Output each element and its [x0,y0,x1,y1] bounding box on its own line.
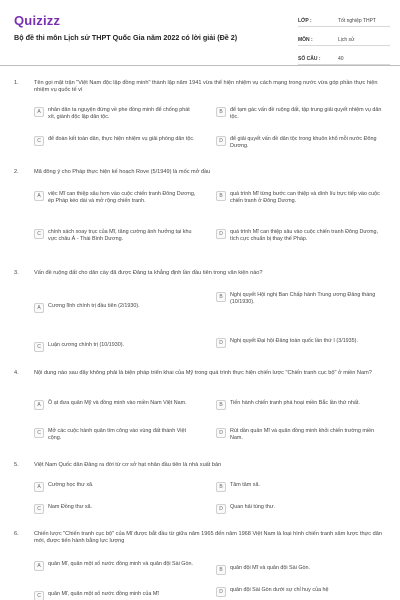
option-text: quân đội Mĩ và quân đội Sài Gòn. [230,565,311,571]
option-c[interactable] [34,428,210,442]
option-letter: B [216,292,226,302]
question-number: 1. [14,80,19,86]
option-letter: D [216,504,226,514]
option-letter: A [34,400,44,410]
option-letter: B [216,482,226,492]
question-text: Chiến lược "Chiến tranh cục bộ" của Mĩ được bắt đầu từ giữa năm 1965 đến năm 1968 Việt Nam là loại hình chiến tranh xâm lược thực dân mới, được tiến hành bằng lực lượng [34,531,382,545]
option-c[interactable] [34,342,210,352]
option-text: quá trình Mĩ can thiệp sâu vào cuộc chiến tranh Đông Dương, tích cực chuẩn bị thay thế Pháp. [230,229,378,243]
option-b[interactable] [216,107,388,121]
option-a[interactable] [34,107,210,121]
meta-row-count [298,49,390,65]
question-text: Mã đông ý cho Pháp thực hiện kế hoạch Rove (5/1949) là mốc mở đầu [34,169,211,175]
option-a[interactable] [34,482,210,492]
option-letter: A [34,191,44,201]
question-1 [14,80,390,155]
option-letter: B [216,191,226,201]
meta-label: MÔN : [298,37,313,43]
option-text: Rút dần quân Mĩ và quân đồng minh khỏi chiến trường miền Nam. [230,428,375,442]
worksheet-meta [298,11,390,68]
option-d[interactable] [216,229,388,243]
option-text: Tâm tâm xã. [230,482,260,488]
question-number: 5. [14,462,19,468]
option-letter: C [34,504,44,514]
option-a[interactable] [34,191,210,205]
option-letter: C [34,229,44,239]
worksheet-title: Bộ đề thi môn Lịch sử THPT Quốc Gia năm 2022 có lời giải (Đề 2) [14,33,238,42]
option-text: quân đội Sài Gòn dưới sự chỉ huy của hệ [230,587,329,593]
option-c[interactable] [34,136,210,146]
option-text: Cường học thư xã. [48,482,94,488]
meta-value: Lịch sử [338,37,355,43]
option-text: quân Mĩ, quân một số nước đồng minh và quân đội Sài Gòn. [48,561,193,567]
option-letter: B [216,565,226,575]
option-letter: A [34,303,44,313]
option-d[interactable] [216,504,388,514]
option-letter: B [216,107,226,117]
quizizz-logo: Quizizz [14,13,61,28]
option-text: chính sách xoay trục của Mĩ, tăng cường ảnh hưởng tại khu vực châu Á - Thái Bình Dương. [48,229,192,243]
option-d[interactable] [216,587,388,597]
option-text: nhân dân ta nguyện đứng về phe đồng minh để chống phát xít, giành độc lập dân tộc. [48,107,190,121]
option-text: để tạm gác vấn đề ruộng đất, tập trung giải quyết nhiệm vụ dân tộc. [230,107,382,121]
question-2 [14,169,390,259]
option-letter: B [216,400,226,410]
question-number: 2. [14,169,19,175]
option-text: để đoàn kết toàn dân, thực hiện nhiệm vụ giải phóng dân tộc. [48,136,195,142]
question-5 [14,462,390,520]
option-text: Ồ ạt đưa quân Mỹ và đồng minh vào miền Nam Việt Nam. [48,400,187,406]
option-b[interactable] [216,292,388,306]
meta-label: SỐ CÂU : [298,56,321,62]
question-text: Vấn đề ruộng đất cho dân cày đã được Đảng ta khẳng định lần đầu tiên trong văn kiện nào? [34,270,263,276]
question-number: 3. [14,270,19,276]
option-letter: D [216,428,226,438]
meta-label: LỚP : [298,18,312,24]
option-d[interactable] [216,338,388,348]
option-text: để giải quyết vấn đề dân tộc trong khuôn khổ mỗi nước Đông Dương. [230,136,377,150]
option-text: việc Mĩ can thiệp sâu hơn vào cuộc chiến tranh Đông Dương, ép Pháp kéo dài và mở rộng chiến tranh. [48,191,196,205]
question-text: Tên gọi mặt trận "Việt Nam độc lập đồng minh" thành lập năm 1941 vừa thể hiện nhiệm vụ cách mạng trong nước vừa góp phần thực hiện nhiệm vụ quốc tế vì [34,80,378,94]
option-a[interactable] [34,400,210,410]
option-letter: C [34,136,44,146]
option-letter: C [34,591,44,600]
option-letter: A [34,107,44,117]
option-text: Nam Đồng thư xã. [48,504,93,510]
option-text: Tiến hành chiến tranh phá hoại miền Bắc lần thứ nhất. [230,400,360,406]
option-letter: D [216,229,226,239]
option-text: Nghị quyết Hội nghị Ban Chấp hành Trung ương Đảng tháng (10/1930). [230,292,376,306]
worksheet-header [0,0,400,62]
option-b[interactable] [216,565,388,575]
question-4 [14,370,390,452]
option-letter: C [34,342,44,352]
option-d[interactable] [216,428,388,442]
question-3 [14,270,390,362]
question-text: Nội dung nào sau đây không phải là biện pháp triển khai của Mỹ trong quá trình thực hiện chiến lược "Chiến tranh cục bộ" ở miền Nam? [34,370,372,376]
option-c[interactable] [34,229,210,243]
option-b[interactable] [216,400,388,410]
option-letter: A [34,561,44,571]
option-a[interactable] [34,303,210,313]
option-b[interactable] [216,482,388,492]
meta-row-class [298,11,390,27]
option-text: Cương lĩnh chính trị đầu tiên (2/1930). [48,303,140,309]
option-text: Quan hải tùng thư. [230,504,275,510]
option-letter: D [216,136,226,146]
option-text: quá trình Mĩ từng bước can thiệp và dính líu trực tiếp vào cuộc chiến tranh ở Đông Dương. [230,191,380,205]
question-text: Việt Nam Quốc dân Đảng ra đời từ cơ sở hạt nhân đầu tiên là nhà xuất bản [34,462,222,468]
option-letter: C [34,428,44,438]
option-c[interactable] [34,504,210,514]
option-letter: D [216,587,226,597]
option-text: Luận cương chính trị (10/1930). [48,342,125,348]
meta-row-subject [298,30,390,46]
question-number: 4. [14,370,19,376]
option-b[interactable] [216,191,388,205]
option-letter: A [34,482,44,492]
meta-value: Tốt nghiệp THPT [338,18,376,24]
question-6 [14,531,390,600]
option-letter: D [216,338,226,348]
header-divider [0,65,400,66]
option-c[interactable] [34,591,210,600]
option-a[interactable] [34,561,210,571]
option-text: Nghị quyết Đại hội Đảng toàn quốc lần thứ I (3/1935). [230,338,358,344]
question-number: 6. [14,531,19,537]
option-text: Mở các cuộc hành quân tìm công vào vùng đất thánh Việt cộng. [48,428,186,442]
option-d[interactable] [216,136,388,150]
option-text: quân Mĩ, quân một số nước đồng minh của Mĩ [48,591,159,597]
meta-value: 40 [338,56,344,62]
